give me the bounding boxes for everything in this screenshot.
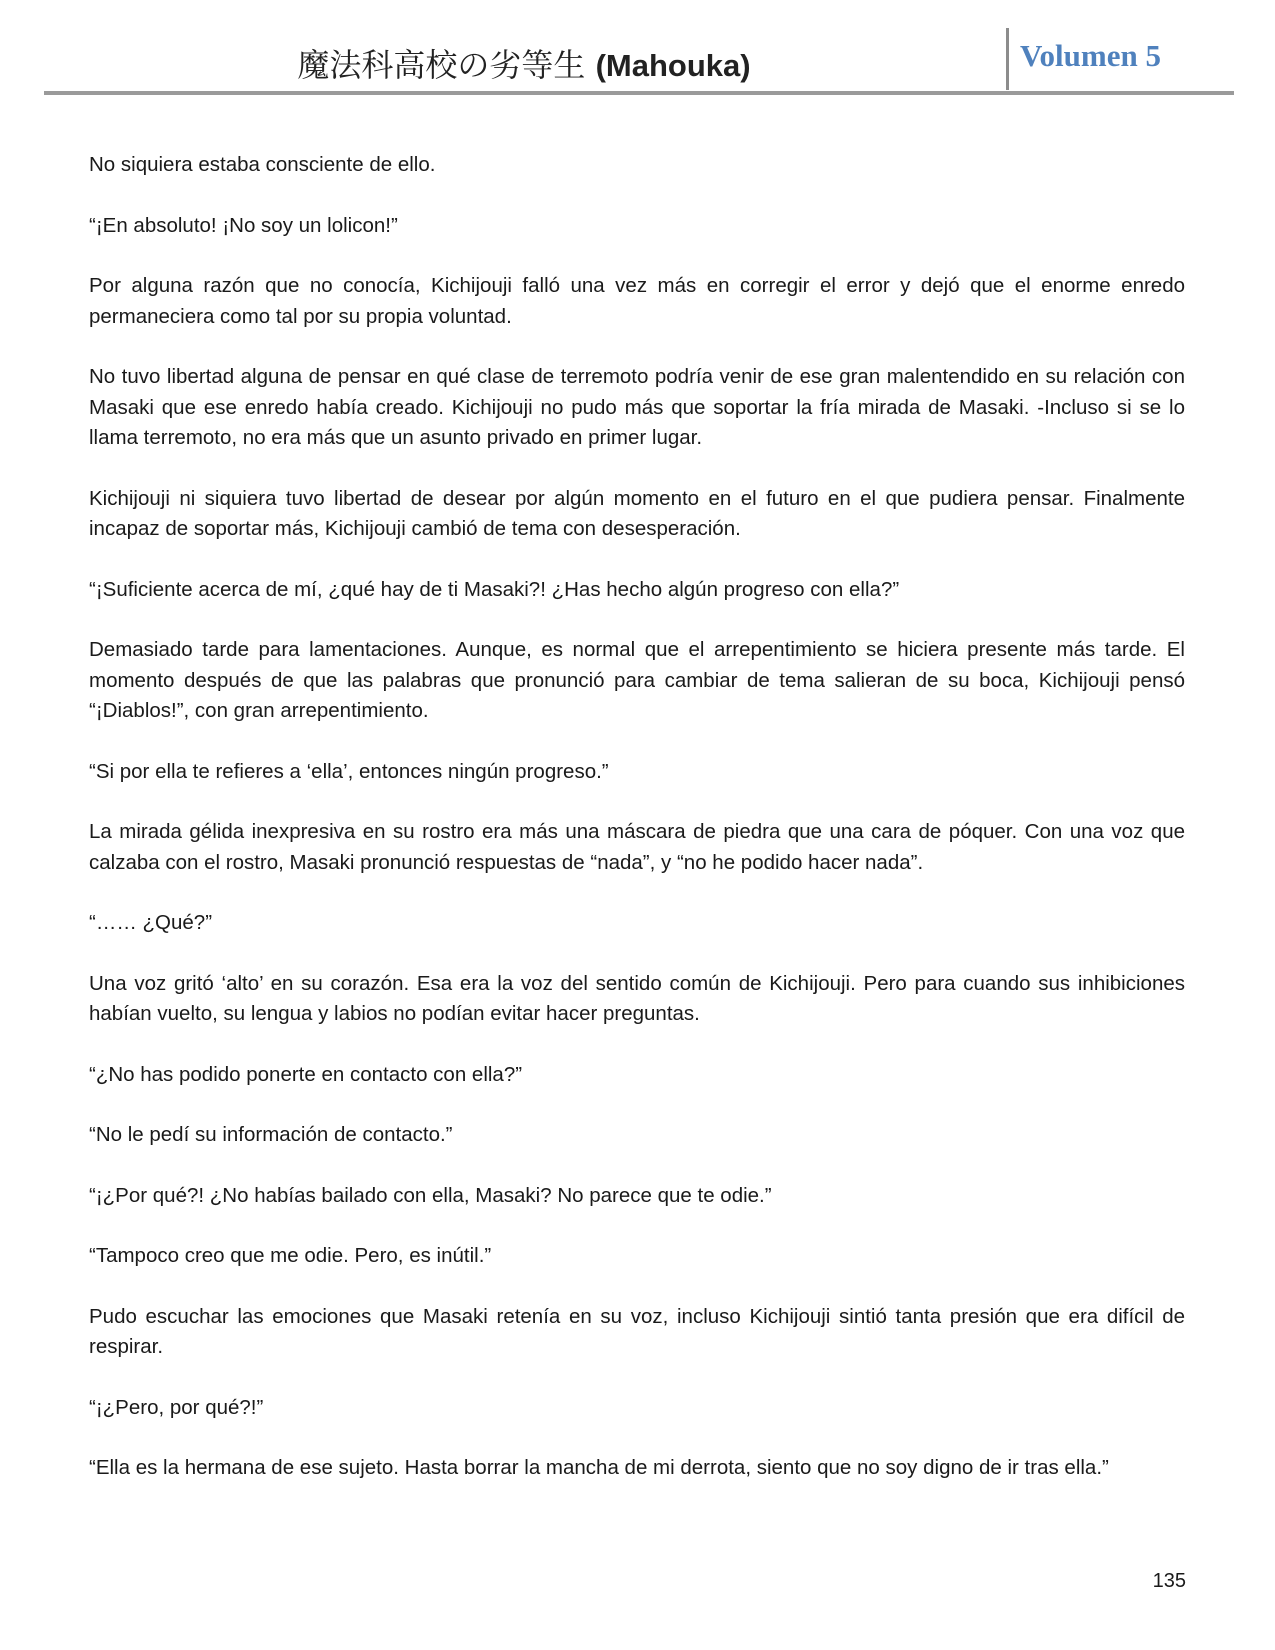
paragraph: “¡Suficiente acerca de mí, ¿qué hay de ti Masaki?! ¿Has hecho algún progreso con ella?”: [89, 577, 900, 601]
paragraph: “¡¿Pero, por qué?!”: [89, 1395, 264, 1419]
page-header: [44, 26, 1234, 94]
paragraph: “Ella es la hermana de ese sujeto. Hasta borrar la mancha de mi derrota, siento que no soy digno de ir tras ella.”: [89, 1456, 1109, 1479]
paragraph: “¡En absoluto! ¡No soy un lolicon!”: [89, 213, 398, 237]
header-divider: [1006, 28, 1009, 90]
paragraph: No tuvo libertad alguna de pensar en qué clase de terremoto podría venir de ese gran malentendido en su relación con Masaki que ese enredo había creado. Kichijouji no pudo más que soportar la fría mirada de Masaki. -Incluso si se lo llama terremoto, no era más que un asunto privado en primer lugar.: [89, 365, 1185, 449]
paragraph: Una voz gritó ‘alto’ en su corazón. Esa era la voz del sentido común de Kichijouji. Pero para cuando sus inhibiciones habían vuelto, su lengua y labios no podían evitar hacer preguntas.: [89, 971, 1185, 1025]
paragraph: No siquiera estaba consciente de ello.: [89, 153, 436, 176]
paragraph: La mirada gélida inexpresiva en su rostro era más una máscara de piedra que una cara de póquer. Con una voz que calzaba con el rostro, Masaki pronunció respuestas de “nada”, y “no he podido hacer nada”.: [89, 820, 1185, 874]
paragraph: Kichijouji ni siquiera tuvo libertad de desear por algún momento en el futuro en el que pudiera pensar. Finalmente incapaz de soportar más, Kichijouji cambió de tema con desesperación.: [89, 486, 1185, 540]
volume-label: Volumen 5: [1020, 38, 1161, 73]
paragraph: Demasiado tarde para lamentaciones. Aunque, es normal que el arrepentimiento se hiciera presente más tarde. El momento después de que las palabras que pronunció para cambiar de tema salieran de su boca, Kichijouji pensó “¡Diablos!”, con gran arrepentimiento.: [89, 638, 1185, 722]
book-title-japanese: 魔法科高校の劣等生: [297, 46, 586, 84]
page-number: 135: [1152, 1570, 1186, 1592]
paragraph: “No le pedí su información de contacto.”: [89, 1123, 453, 1146]
paragraph: Por alguna razón que no conocía, Kichijouji falló una vez más en corregir el error y dejó que el enorme enredo permaneciera como tal por su propia voluntad.: [89, 274, 1185, 328]
page-body: [89, 150, 1185, 1514]
paragraph: Pudo escuchar las emociones que Masaki retenía en su voz, incluso Kichijouji sintió tanta presión que era difícil de respirar.: [89, 1304, 1185, 1358]
paragraph: “Tampoco creo que me odie. Pero, es inútil.”: [89, 1244, 492, 1267]
paragraph: “Si por ella te refieres a ‘ella’, entonces ningún progreso.”: [89, 759, 609, 783]
paragraph: “¿No has podido ponerte en contacto con ella?”: [89, 1062, 523, 1086]
book-title-latin: (Mahouka): [595, 48, 751, 83]
book-title: [44, 40, 1004, 86]
paragraph: “¡¿Por qué?! ¿No habías bailado con ella, Masaki? No parece que te odie.”: [89, 1183, 772, 1207]
paragraph: “…… ¿Qué?”: [89, 911, 213, 934]
header-rule: [44, 91, 1234, 95]
